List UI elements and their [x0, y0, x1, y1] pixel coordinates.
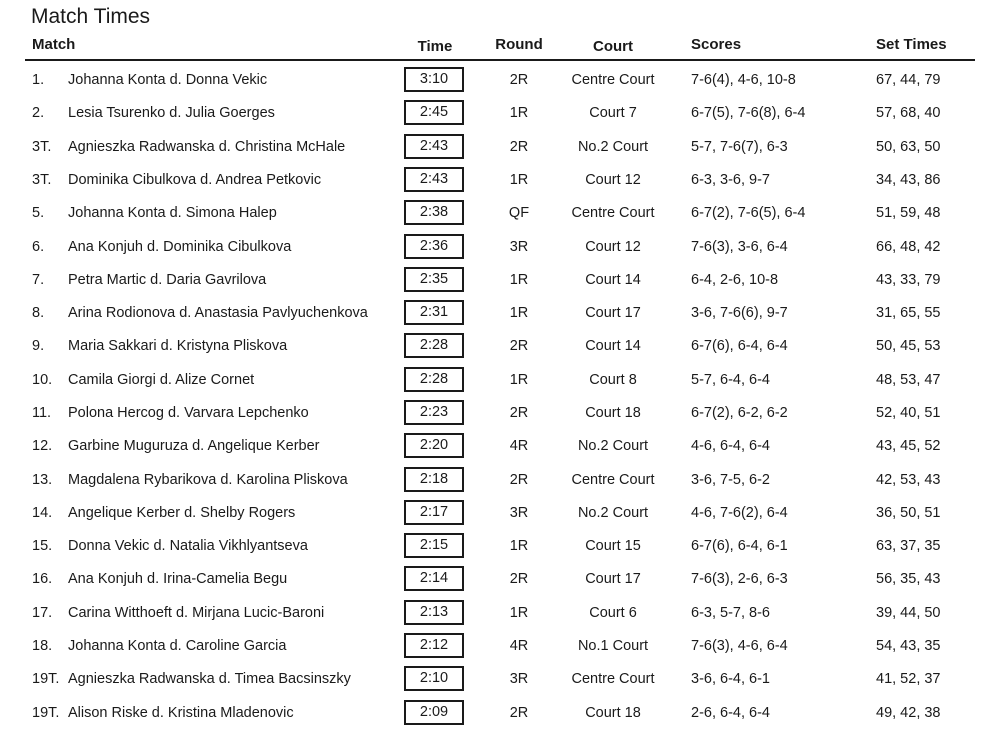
court-cell: Court 14 — [585, 338, 641, 354]
court-cell: Court 18 — [585, 405, 641, 421]
match-cell: Johanna Konta d. Caroline Garcia — [68, 638, 287, 654]
table-row — [0, 663, 993, 696]
table-row — [0, 397, 993, 430]
round-cell: 2R — [509, 405, 529, 421]
set-times-cell: 50, 63, 50 — [876, 139, 941, 155]
set-times-cell: 57, 68, 40 — [876, 105, 941, 121]
rank-cell: 18. — [32, 638, 53, 654]
page-title: Match Times — [31, 5, 151, 28]
table-row — [0, 164, 993, 197]
match-cell: Donna Vekic d. Natalia Vikhlyantseva — [68, 538, 308, 554]
header-match: Match — [32, 36, 76, 53]
set-times-cell: 67, 44, 79 — [876, 72, 941, 88]
table-row — [0, 264, 993, 297]
scores-cell: 4-6, 7-6(2), 6-4 — [691, 505, 788, 521]
rank-cell: 7. — [32, 272, 45, 288]
set-times-cell: 54, 43, 35 — [876, 638, 941, 654]
scores-cell: 2-6, 6-4, 6-4 — [691, 705, 770, 721]
match-cell: Lesia Tsurenko d. Julia Goerges — [68, 105, 275, 121]
set-times-cell: 42, 53, 43 — [876, 472, 941, 488]
match-cell: Ana Konjuh d. Irina-Camelia Begu — [68, 571, 288, 587]
round-cell: 1R — [509, 305, 529, 321]
header-round: Round — [495, 36, 543, 53]
set-times-cell: 43, 45, 52 — [876, 438, 941, 454]
rank-cell: 11. — [32, 405, 52, 421]
scores-cell: 3-6, 6-4, 6-1 — [691, 671, 770, 687]
rank-cell: 6. — [32, 239, 45, 255]
set-times-cell: 51, 59, 48 — [876, 205, 941, 221]
match-cell: Maria Sakkari d. Kristyna Pliskova — [68, 338, 288, 354]
round-cell: 2R — [509, 472, 529, 488]
table-row — [0, 231, 993, 264]
round-cell: QF — [508, 205, 530, 221]
round-cell: 3R — [509, 671, 529, 687]
round-cell: 1R — [509, 272, 529, 288]
round-cell: 1R — [509, 538, 529, 554]
scores-cell: 6-7(6), 6-4, 6-4 — [691, 338, 788, 354]
court-cell: Court 6 — [589, 605, 637, 621]
rank-cell: 13. — [32, 472, 53, 488]
table-row — [0, 97, 993, 130]
set-times-cell: 52, 40, 51 — [876, 405, 941, 421]
table-row — [0, 464, 993, 497]
time-box: 2:09 — [404, 700, 464, 725]
scores-cell: 7-6(3), 2-6, 6-3 — [691, 571, 788, 587]
court-cell: Centre Court — [571, 205, 655, 221]
match-cell: Johanna Konta d. Donna Vekic — [68, 72, 268, 88]
set-times-cell: 63, 37, 35 — [876, 538, 941, 554]
table-row — [0, 530, 993, 563]
set-times-cell: 56, 35, 43 — [876, 571, 941, 587]
time-box: 2:20 — [404, 433, 464, 458]
time-box: 2:15 — [404, 533, 464, 558]
set-times-cell: 48, 53, 47 — [876, 372, 941, 388]
court-cell: Court 8 — [589, 372, 637, 388]
court-cell: No.2 Court — [577, 139, 649, 155]
rank-cell: 15. — [32, 538, 53, 554]
rank-cell: 16. — [32, 571, 53, 587]
set-times-cell: 66, 48, 42 — [876, 239, 941, 255]
rank-cell: 19T. — [32, 705, 60, 721]
scores-cell: 3-6, 7-5, 6-2 — [691, 472, 770, 488]
match-cell: Agnieszka Radwanska d. Timea Bacsinszky — [68, 671, 351, 687]
set-times-cell: 43, 33, 79 — [876, 272, 941, 288]
match-cell: Ana Konjuh d. Dominika Cibulkova — [68, 239, 292, 255]
time-box: 2:36 — [404, 234, 464, 259]
court-cell: Centre Court — [571, 472, 655, 488]
court-cell: Court 17 — [585, 571, 641, 587]
set-times-cell: 36, 50, 51 — [876, 505, 941, 521]
set-times-cell: 49, 42, 38 — [876, 705, 941, 721]
set-times-cell: 39, 44, 50 — [876, 605, 941, 621]
header-time: Time — [417, 38, 453, 55]
round-cell: 4R — [509, 638, 529, 654]
match-cell: Garbine Muguruza d. Angelique Kerber — [68, 438, 320, 454]
time-box: 2:28 — [404, 367, 464, 392]
time-box: 2:17 — [404, 500, 464, 525]
header-scores: Scores — [691, 36, 742, 53]
round-cell: 2R — [509, 139, 529, 155]
scores-cell: 5-7, 6-4, 6-4 — [691, 372, 770, 388]
match-cell: Carina Witthoeft d. Mirjana Lucic-Baroni — [68, 605, 325, 621]
match-cell: Johanna Konta d. Simona Halep — [68, 205, 277, 221]
court-cell: Court 17 — [585, 305, 641, 321]
round-cell: 3R — [509, 239, 529, 255]
court-cell: No.1 Court — [577, 638, 649, 654]
rank-cell: 10. — [32, 372, 53, 388]
scores-cell: 4-6, 6-4, 6-4 — [691, 438, 770, 454]
rank-cell: 17. — [32, 605, 53, 621]
time-box: 2:43 — [404, 167, 464, 192]
scores-cell: 6-4, 2-6, 10-8 — [691, 272, 779, 288]
court-cell: Court 14 — [585, 272, 641, 288]
time-box: 2:28 — [404, 333, 464, 358]
time-box: 2:13 — [404, 600, 464, 625]
set-times-cell: 31, 65, 55 — [876, 305, 941, 321]
table-row — [0, 697, 993, 730]
round-cell: 1R — [509, 605, 529, 621]
scores-cell: 5-7, 7-6(7), 6-3 — [691, 139, 788, 155]
time-box: 2:10 — [404, 666, 464, 691]
rank-cell: 2. — [32, 105, 45, 121]
scores-cell: 3-6, 7-6(6), 9-7 — [691, 305, 788, 321]
match-cell: Magdalena Rybarikova d. Karolina Pliskova — [68, 472, 348, 488]
rank-cell: 14. — [32, 505, 53, 521]
table-row — [0, 563, 993, 596]
round-cell: 4R — [509, 438, 529, 454]
rank-cell: 5. — [32, 205, 45, 221]
table-row — [0, 297, 993, 330]
court-cell: Court 7 — [589, 105, 637, 121]
scores-cell: 6-7(2), 7-6(5), 6-4 — [691, 205, 806, 221]
table-row — [0, 197, 993, 230]
set-times-cell: 34, 43, 86 — [876, 172, 941, 188]
scores-cell: 6-7(6), 6-4, 6-1 — [691, 538, 788, 554]
time-box: 2:12 — [404, 633, 464, 658]
scores-cell: 7-6(4), 4-6, 10-8 — [691, 72, 796, 88]
court-cell: Court 12 — [585, 172, 641, 188]
table-row — [0, 330, 993, 363]
time-box: 3:10 — [404, 67, 464, 92]
round-cell: 3R — [509, 505, 529, 521]
time-box: 2:38 — [404, 200, 464, 225]
match-cell: Dominika Cibulkova d. Andrea Petkovic — [68, 172, 322, 188]
set-times-cell: 41, 52, 37 — [876, 671, 941, 687]
table-row — [0, 64, 993, 97]
match-cell: Angelique Kerber d. Shelby Rogers — [68, 505, 296, 521]
match-cell: Alison Riske d. Kristina Mladenovic — [68, 705, 294, 721]
court-cell: Court 12 — [585, 239, 641, 255]
court-cell: No.2 Court — [577, 505, 649, 521]
rank-cell: 12. — [32, 438, 53, 454]
round-cell: 1R — [509, 105, 529, 121]
match-cell: Petra Martic d. Daria Gavrilova — [68, 272, 267, 288]
scores-cell: 6-7(5), 7-6(8), 6-4 — [691, 105, 806, 121]
court-cell: Centre Court — [571, 671, 655, 687]
table-row — [0, 630, 993, 663]
scores-cell: 6-7(2), 6-2, 6-2 — [691, 405, 788, 421]
round-cell: 2R — [509, 338, 529, 354]
table-row — [0, 131, 993, 164]
rank-cell: 3T. — [32, 172, 52, 188]
scores-cell: 6-3, 3-6, 9-7 — [691, 172, 770, 188]
table-row — [0, 597, 993, 630]
rank-cell: 8. — [32, 305, 45, 321]
rank-cell: 19T. — [32, 671, 60, 687]
table-row — [0, 497, 993, 530]
scores-cell: 7-6(3), 4-6, 6-4 — [691, 638, 788, 654]
rank-cell: 3T. — [32, 139, 52, 155]
match-cell: Agnieszka Radwanska d. Christina McHale — [68, 139, 346, 155]
set-times-cell: 50, 45, 53 — [876, 338, 941, 354]
header-set-times: Set Times — [876, 36, 947, 53]
rank-cell: 1. — [32, 72, 45, 88]
court-cell: Court 15 — [585, 538, 641, 554]
table-row — [0, 430, 993, 463]
round-cell: 2R — [509, 72, 529, 88]
round-cell: 2R — [509, 705, 529, 721]
scores-cell: 6-3, 5-7, 8-6 — [691, 605, 770, 621]
match-cell: Arina Rodionova d. Anastasia Pavlyuchenkova — [68, 305, 368, 321]
time-box: 2:18 — [404, 467, 464, 492]
rank-cell: 9. — [32, 338, 45, 354]
match-cell: Polona Hercog d. Varvara Lepchenko — [68, 405, 309, 421]
scores-cell: 7-6(3), 3-6, 6-4 — [691, 239, 788, 255]
court-cell: No.2 Court — [577, 438, 649, 454]
table-row — [0, 364, 993, 397]
round-cell: 2R — [509, 571, 529, 587]
time-box: 2:14 — [404, 566, 464, 591]
header-divider — [25, 59, 975, 61]
court-cell: Centre Court — [571, 72, 655, 88]
court-cell: Court 18 — [585, 705, 641, 721]
round-cell: 1R — [509, 372, 529, 388]
time-box: 2:45 — [404, 100, 464, 125]
header-court: Court — [593, 38, 633, 55]
time-box: 2:31 — [404, 300, 464, 325]
time-box: 2:35 — [404, 267, 464, 292]
time-box: 2:23 — [404, 400, 464, 425]
time-box: 2:43 — [404, 134, 464, 159]
round-cell: 1R — [509, 172, 529, 188]
match-cell: Camila Giorgi d. Alize Cornet — [68, 372, 255, 388]
